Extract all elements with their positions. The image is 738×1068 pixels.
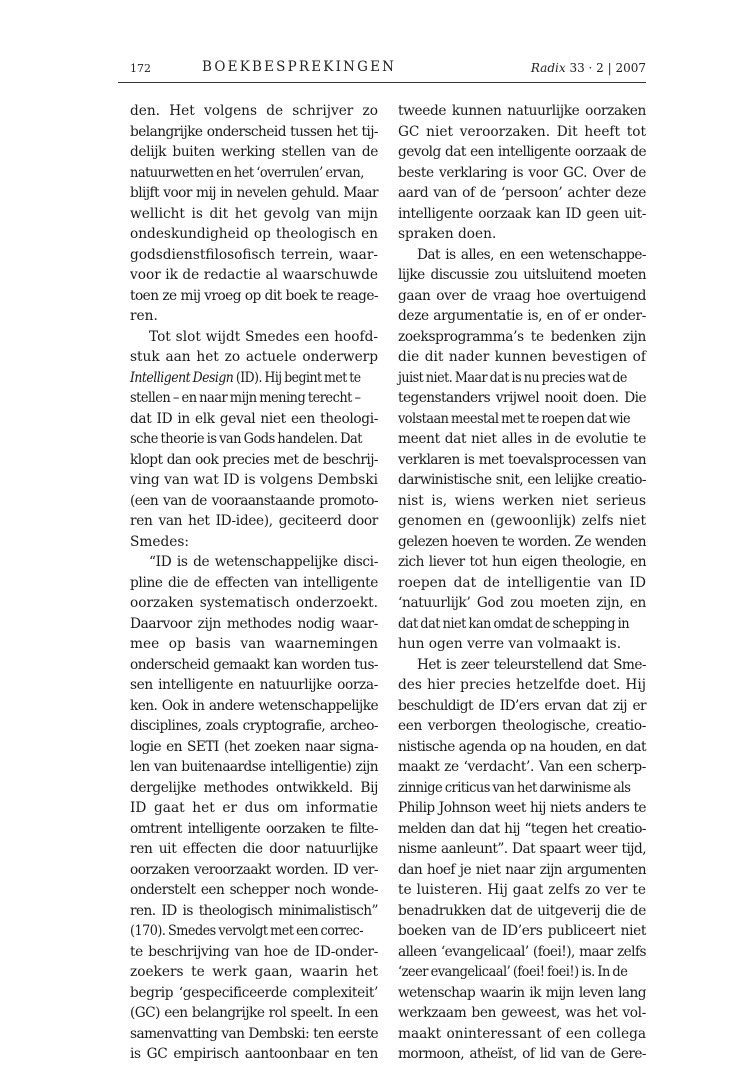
journal-reference bbox=[531, 61, 646, 75]
text-line: zinnige criticus van het darwinisme als bbox=[398, 779, 631, 796]
text-line: ving van wat ID is volgens Dembski bbox=[130, 472, 378, 488]
text-line: oorzaken systematisch onderzoekt. bbox=[130, 595, 378, 611]
text-line: gaan over de vraag hoe overtuigend bbox=[398, 287, 646, 304]
text-line: stuk aan het zo actuele onderwerp bbox=[130, 349, 378, 365]
journal-issue: 33 · 2 | 2007 bbox=[565, 61, 646, 75]
text-line: die dit nader kunnen bevestigen of bbox=[398, 349, 646, 365]
text-line: ‘zeer evangelicaal’ (foei! foei!) is. In de bbox=[398, 964, 628, 980]
text-line: onderstelt een schepper noch wonde- bbox=[130, 882, 378, 898]
journal-name: Radix bbox=[530, 61, 566, 75]
section-title: BOEKBESPREKINGEN bbox=[202, 59, 397, 75]
text-line: zoekers te werk gaan, waarin het bbox=[130, 964, 378, 980]
text-line: ren van het ID-idee), geciteerd door bbox=[130, 513, 378, 529]
text-line: natuurwetten en het ‘overrulen’ ervan, bbox=[130, 164, 364, 181]
text-line: mee op basis van waarnemingen bbox=[130, 636, 378, 652]
text-line: ren. ID is theologisch minimalistisch” bbox=[130, 902, 378, 919]
text-line: ren uit effecten die door natuurlijke bbox=[130, 841, 378, 857]
text-line: lijke discussie zou uitsluitend moeten bbox=[398, 267, 646, 283]
text-line: belangrijke onderscheid tussen het tij- bbox=[130, 123, 378, 140]
text-line: dergelijke methodes ontwikkeld. Bij bbox=[130, 779, 378, 796]
text-line: te luisteren. Hij gaat zelfs zo ver te bbox=[398, 882, 646, 898]
text-line: wetenschap waarin ik mijn leven lang bbox=[398, 984, 646, 1001]
text-line: gelezen hoeven te worden. Ze wenden bbox=[398, 533, 646, 550]
text-line: “ID is de wetenschappelijke disci- bbox=[149, 554, 378, 570]
text-line: (een van de vooraanstaande promoto- bbox=[130, 492, 378, 509]
text-line: oorzaken veroorzaakt worden. ID ver- bbox=[130, 861, 378, 878]
text-line: ‘natuurlijk’ God zou moeten zijn, en bbox=[398, 595, 646, 611]
right-column bbox=[398, 101, 646, 1065]
text-line: verklaren is met toevalsprocessen van bbox=[398, 451, 646, 468]
text-line: dan hoef je niet naar zijn argumenten bbox=[398, 861, 646, 878]
text-segment: (ID). Hij begint met te bbox=[233, 369, 361, 386]
text-line: nist is, wiens werken niet serieus bbox=[398, 492, 646, 509]
text-line: gevolg dat een intelligente oorzaak de bbox=[398, 144, 646, 160]
text-line: een verborgen theologische, creatio- bbox=[398, 718, 646, 734]
text-line: intelligente oorzaak kan ID geen uit- bbox=[398, 205, 646, 222]
text-line: melden dan dat hij “tegen het creatio- bbox=[398, 820, 646, 837]
text-line: begrip ‘gespecificeerde complexiteit’ bbox=[130, 984, 378, 1001]
text-line: des hier precies hetzelfde doet. Hij bbox=[398, 677, 646, 693]
text-line: boeken van de ID’ers publiceert niet bbox=[398, 923, 646, 939]
text-line: samenvatting van Dembski: ten eerste bbox=[130, 1025, 378, 1042]
text-line: werkzaam ben geweest, was het vol- bbox=[398, 1005, 646, 1021]
text-line: zich liever tot hun eigen theologie, en bbox=[398, 554, 646, 570]
text-line: volstaan meestal met te roepen dat wie bbox=[398, 410, 631, 427]
text-line: spraken doen. bbox=[398, 226, 497, 242]
text-line: zoeksprogramma’s te bedenken zijn bbox=[398, 328, 646, 345]
italic-term: Intelligent Design bbox=[130, 369, 234, 386]
running-header bbox=[118, 58, 646, 83]
text-line: juist niet. Maar dat is nu precies wat de bbox=[398, 369, 627, 386]
text-line: aard van of de ‘persoon’ achter deze bbox=[398, 185, 646, 201]
text-line: delijk buiten werking stellen van de bbox=[130, 144, 378, 160]
text-line: tweede kunnen natuurlijke oorzaken bbox=[398, 103, 646, 119]
text-line: dat ID in elk geval niet een theologi- bbox=[130, 410, 378, 427]
text-line: genomen en (gewoonlijk) zelfs niet bbox=[398, 513, 646, 529]
text-line: disciplines, zoals cryptografie, archeo- bbox=[130, 718, 378, 734]
text-line: Het is zeer teleurstellend dat Sme- bbox=[417, 656, 646, 673]
text-line: blijft voor mij in nevelen gehuld. Maar bbox=[130, 185, 378, 201]
text-line: maakt oninteressant of een collega bbox=[398, 1025, 646, 1042]
text-line: meent dat niet alles in de evolutie te bbox=[398, 431, 646, 447]
text-line: logie en SETI (het zoeken naar signa- bbox=[130, 738, 378, 755]
text-line: te beschrijving van hoe de ID-onder- bbox=[130, 943, 378, 960]
text-line: godsdienstfilosofisch terrein, waar- bbox=[130, 246, 378, 263]
text-line: den. Het volgens de schrijver zo bbox=[130, 103, 378, 119]
text-line: dat dat niet kan omdat de schepping in bbox=[398, 615, 630, 632]
text-line: GC niet veroorzaken. Dit heeft tot bbox=[398, 123, 646, 140]
text-line: benadrukken dat de uitgeverij die de bbox=[398, 902, 646, 919]
text-line: ondeskundigheid op theologisch en bbox=[130, 226, 378, 242]
text-line: is GC empirisch aantoonbaar en ten bbox=[130, 1046, 378, 1062]
text-line bbox=[130, 368, 361, 389]
text-line: deze argumentatie is, en of er onder- bbox=[398, 308, 646, 324]
text-line: klopt dan ook precies met de beschrij- bbox=[130, 451, 378, 468]
text-line: mormoon, atheïst, of lid van de Gere- bbox=[398, 1046, 646, 1062]
text-line: nisme aanleunt”. Dat spaart weer tijd, bbox=[398, 841, 646, 857]
text-line: beschuldigt de ID’ers ervan dat zij er bbox=[398, 697, 646, 714]
text-line: tegenstanders vrijwel nooit doen. Die bbox=[398, 390, 646, 406]
page-number: 172 bbox=[130, 62, 151, 75]
text-line: toen ze mij vroeg op dit boek te reage- bbox=[130, 287, 378, 304]
text-line: wellicht is dit het gevolg van mijn bbox=[130, 205, 378, 222]
text-line: (170). Smedes vervolgt met een correc- bbox=[130, 923, 364, 939]
text-line: darwinistische snit, een lelijke creatio- bbox=[398, 472, 646, 488]
text-line: Smedes: bbox=[130, 533, 189, 550]
text-line: onderscheid gemaakt kan worden tus- bbox=[130, 656, 378, 673]
text-line: (GC) een belangrijke rol speelt. In een bbox=[130, 1005, 378, 1021]
text-line: pline die de effecten van intelligente bbox=[130, 574, 378, 591]
text-line: stellen – en naar mijn mening terecht – bbox=[130, 390, 361, 406]
text-line: sche theorie is van Gods handelen. Dat bbox=[130, 431, 362, 447]
text-line: maakt ze ‘verdacht’. Van een scherp- bbox=[398, 759, 646, 775]
left-column bbox=[130, 101, 378, 1065]
text-line: Philip Johnson weet hij niets anders te bbox=[398, 800, 646, 816]
text-line: hun ogen verre van volmaakt is. bbox=[398, 636, 622, 652]
text-line: ID gaat het er dus om informatie bbox=[130, 800, 378, 816]
text-line: nistische agenda op na houden, en dat bbox=[398, 738, 646, 755]
text-line: Tot slot wijdt Smedes een hoofd- bbox=[149, 328, 378, 345]
text-line: alleen ‘evangelicaal’ (foei!), maar zelfs bbox=[398, 943, 646, 960]
text-line: omtrent intelligente oorzaken te filte- bbox=[130, 820, 378, 837]
text-line: roepen dat de intelligentie van ID bbox=[398, 574, 646, 591]
text-line: ren. bbox=[130, 308, 158, 324]
text-line: voor ik de redactie al waarschuwde bbox=[130, 267, 378, 283]
text-line: Daarvoor zijn methodes nodig waar- bbox=[130, 615, 378, 632]
text-line: len van buitenaardse intelligentie) zijn bbox=[130, 759, 378, 775]
text-line: Dat is alles, en een wetenschappe- bbox=[417, 246, 646, 263]
text-line: sen intelligente en natuurlijke oorza- bbox=[130, 677, 378, 693]
text-line: ken. Ook in andere wetenschappelijke bbox=[130, 697, 378, 714]
text-line: beste verklaring is voor GC. Over de bbox=[398, 164, 646, 181]
